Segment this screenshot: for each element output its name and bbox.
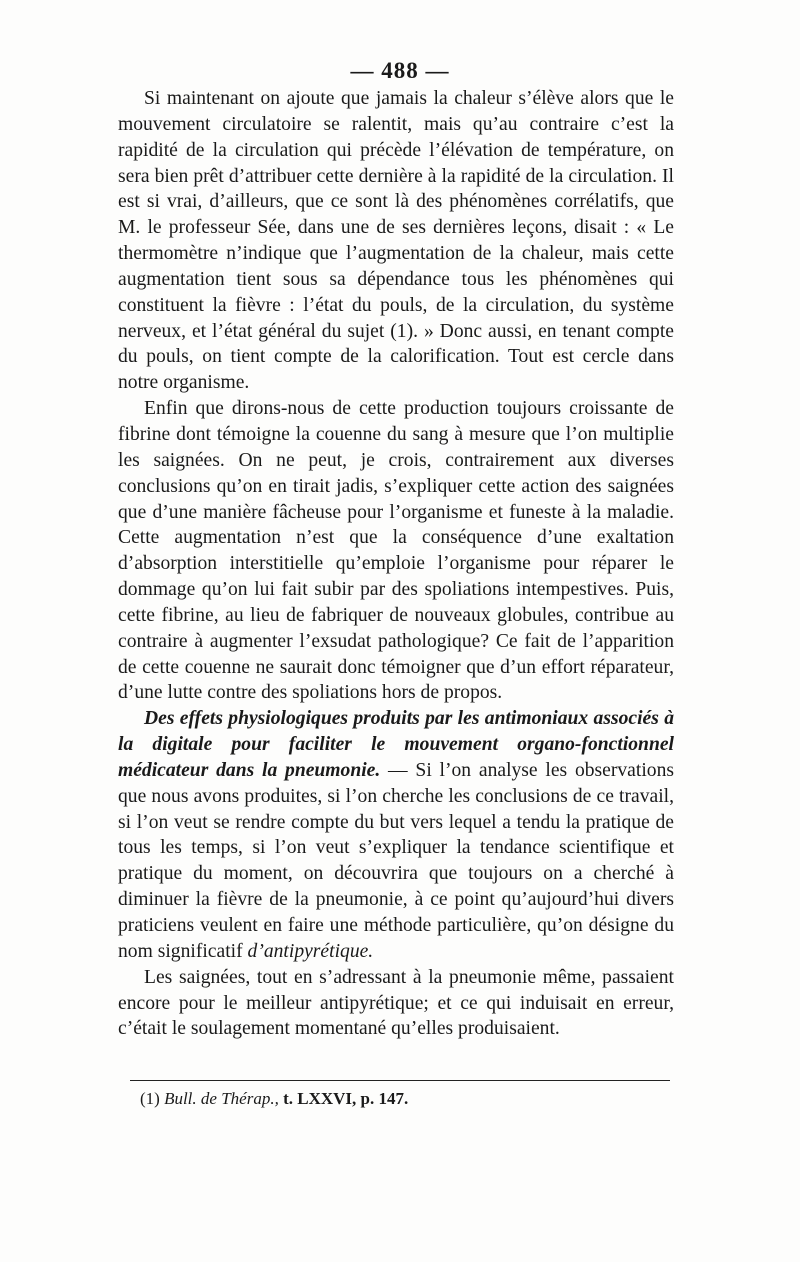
footnote-source: Bull. de Thérap., — [164, 1089, 279, 1108]
paragraph-1: Si maintenant on ajoute que jamais la chaleur s’élève alors que le mouvement circulatoire se ralentit, mais qu’au contraire c’est la rapidité de la circulation qui précède l’élévation de température, on sera bien prêt d’attribuer cette dernière à la rapidité de la circulation. Il est si vrai, d’ailleurs, que ce sont là des phénomènes corrélatifs, que M. le professeur Sée, dans une de ses dernières leçons, disait : « Le thermomètre n’indique que l’augmentation de la chaleur, mais cette augmentation tient sous sa dépendance tous les phénomènes qui constituent la fièvre : l’état du pouls, de la circulation, du système nerveux, et l’état général du sujet (1). » Donc aussi, en tenant compte du pouls, on tient compte de la calorification. Tout est cercle dans notre organisme. — [118, 88, 674, 394]
footnote-volume: t. LXXVI, p. 147. — [283, 1089, 409, 1108]
antipyretic-term: d’antipyrétique. — [247, 940, 374, 962]
footnote-rule — [130, 1080, 670, 1081]
body-text — [118, 86, 674, 1042]
footnote-marker: (1) — [140, 1089, 160, 1108]
paragraph-3 — [118, 706, 674, 964]
section-heading: Des effets physiologiques produits par les antimoniaux associés à la digitale pour faciliter le mouvement organo-fonctionnel médicateur dans la pneumonie. — [118, 708, 674, 781]
paragraph-2: Enfin que dirons-nous de cette production toujours croissante de fibrine dont témoigne la couenne du sang à mesure que l’on multiplie les saignées. On ne peut, je crois, contrairement aux diverses conclusions qu’on en tirait jadis, s’expliquer cette action des saignées que d’une manière fâcheuse pour l’organisme et funeste à la maladie. Cette augmentation n’est que la conséquence d’une exaltation d’absorption interstitielle qu’emploie l’organisme pour réparer le dommage qu’on lui fait subir par des spoliations intempestives. Puis, cette fibrine, au lieu de fabriquer de nouveaux globules, contribue au contraire à augmenter l’exsudat pathologique? Ce fait de l’apparition de cette couenne ne saurait donc témoigner que d’un effort réparateur, d’une lutte contre des spoliations hors de propos. — [118, 398, 674, 704]
page-number: — 488 — — [350, 58, 450, 83]
paragraph-3-text: — Si l’on analyse les observations que nous avons produites, si l’on cherche les conclusions de ce travail, si l’on veut se rendre compte du but vers lequel a tendu la pratique de tous les temps, si l’on veut s’expliquer la tendance scientifique et pratique du moment, on découvrira que toujours on a cherché à diminuer la fièvre de la pneumonie, à ce point qu’aujourd’hui divers praticiens veulent en faire une méthode particulière, qu’on désigne du nom significatif — [118, 759, 674, 962]
paragraph-4: Les saignées, tout en s’adressant à la pneumonie même, passaient encore pour le meilleur antipyrétique; et ce qui induisait en erreur, c’était le soulagement momentané qu’elles produisaient. — [118, 966, 674, 1040]
footnote — [140, 1088, 670, 1110]
